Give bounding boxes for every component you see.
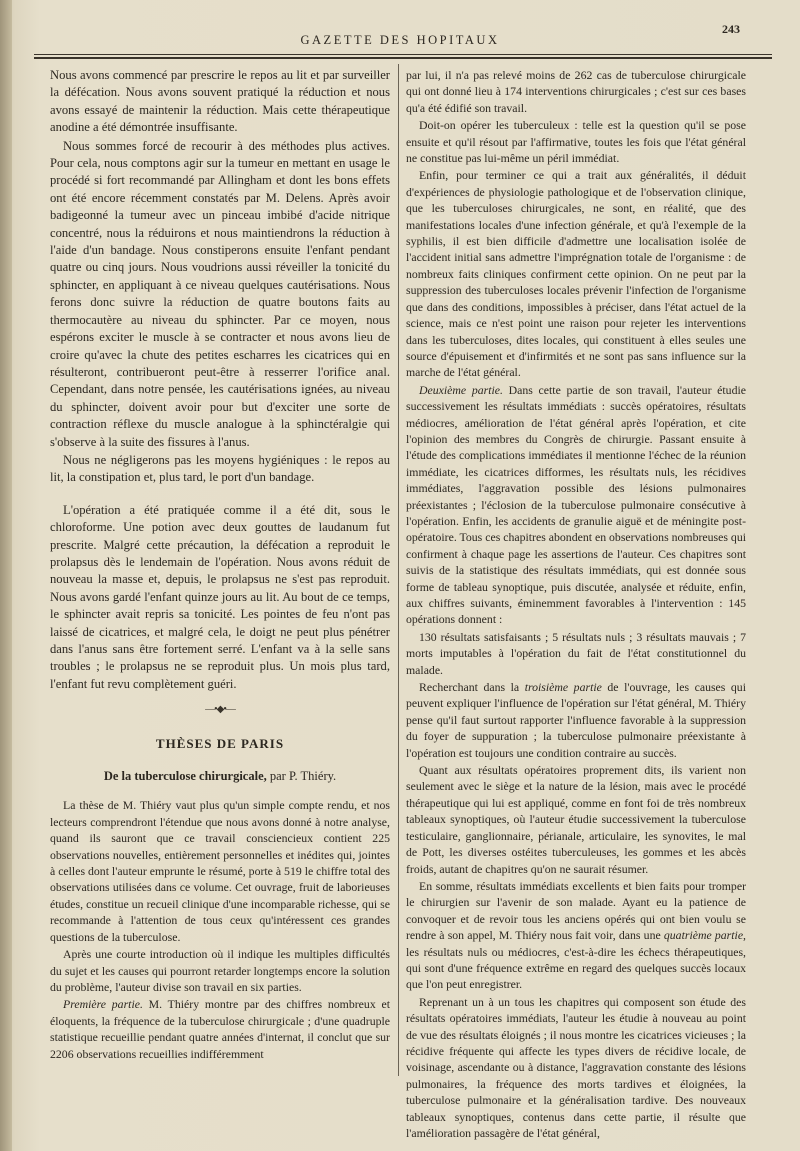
paragraph-text: Dans cette partie de son travail, l'auteur étudie successivement les résultats immédiats : succès opératoires, résultats médiocres, amélioration de l'état général après l'opération, et cite l'opinion des membres du Congrès de chirurgie. Passant ensuite à l'étude des complications immédiates il mentionne l'échec de la réunion immédiate, les cicatrices difformes, les résultats nuls, les récidives immédiates, l'aggravation possible des lésions pulmonaires préexistantes ; l'éclosion de la tuberculose pulmonaire consécutive à l'opération. Enfin, les accidents de granulie aiguë et de méningite post-opératoire. Tous ces chapitres abondent en observations nombreuses qui confirment à chaque page les assertions de l'auteur. Ces chapitres sont suivis de la statistique des résultats immédiats, qui est donnée sous forme de tableau synoptique, puis discutée, analysée et réduite, enfin, aux chiffres suivants, éminemment favorables à l'intervention : 145 opérations donnent : [406,382,746,627]
paragraph-text: Recherchant dans la [419,680,525,695]
part-label: Deuxième partie. [419,382,503,397]
article-body [50,797,390,1062]
column-divider [398,64,399,1076]
paragraph [406,679,746,761]
left-column [50,67,390,1063]
paragraph: Reprenant un à un tous les chapitres qui composent son étude des résultats opératoires immédiats, l'auteur les étudie à nouveau au point de vue des résultats éloignés ; il nous montre les cicatrices vicieuses ; la récidive fréquente qui affecte les types divers de récidive locale, de voisinage, ascendante ou à distance, l'aggravation constante des lésions pulmonaires, la fréquence des morts tardives et éloignées, la tuberculose pulmonaire et la généralisation tardive. Des nouveaux tableaux synoptiques, contenus dans cette partie, il résulte que l'amélioration passagère de l'état général, [406,994,746,1140]
page-number: 243 [722,22,740,36]
statistics-paragraph: 130 résultats satisfaisants ; 5 résultats nuls ; 3 résultats mauvais ; 7 morts imputables à l'opération du fait de l'état constitutionnel du malade. [406,629,746,677]
paragraph: Doit-on opérer les tuberculeux : telle est la question qu'il se pose ensuite et qu'il résout par l'affirmative, toutes les fois que l'état général ne constitue pas lui-même un péril immédiat. [406,118,746,166]
paragraph-text: les résultats nuls ou médiocres, c'est-à-dire les échecs thérapeutiques, qui sont d'une fréquence extrême en regard des quelques succès locaux que l'on peut enregistrer. [406,944,746,992]
paragraph: L'opération a été pratiquée comme il a été dit, sous le chloroforme. Une potion avec deux gouttes de laudanum fut prescrite. Malgré cette précaution, la défécation a reproduit le prolapsus dès le lendemain de l'opération. Nous avons réduit de nouveau la masse et, depuis, le prolapsus ne s'est pas reproduit. Nous avons gardé l'enfant quinze jours au lit. Au bout de ce temps, le sphincter avait repris sa tonicité. Les pointes de feu n'ont pas laissé de cicatrices, et malgré cela, le doigt ne peut plus pénétrer dans l'anus sans être fortement serré. L'enfant va à la selle sans troubles ; le prolapsus ne se reproduit plus. Un mois plus tard, l'enfant fut revu complètement guéri. [50,502,390,691]
paragraph: Quant aux résultats opératoires proprement dits, ils varient non seulement avec le siège et la nature de la lésion, mais avec le procédé thérapeutique qui lui est appliqué, comme en font foi de très nombreux tableaux synoptiques, où l'auteur étudie successivement la tuberculose testiculaire, ganglionnaire, périanale, articulaire, les synovites, le mal de Pott, les diverses ostéites tuberculeuses, les gommes et les abcès froids, autant de chapitres qu'on ne saurait résumer. [406,763,746,876]
paragraph [406,382,746,628]
section-title: THÈSES DE PARIS [155,735,285,751]
part-label: quatrième partie, [663,928,746,943]
header-rule-thick [34,57,772,59]
article-author: par P. Thiéry. [269,769,337,784]
running-head: GAZETTE DES HOPITAUX [300,33,500,47]
header-rule [34,54,772,55]
paragraph-text: de l'ouvrage, les causes qui peuvent expliquer l'influence de l'opération sur l'état général, M. Thiéry pense qu'il faut surtout rapporter l'influence favorable à la suppression du foyer de suppuration ; la tuberculose pulmonaire préexistante à l'opération est toujours une condition contraire au succès. [406,680,746,760]
paragraph: Enfin, pour terminer ce qui a trait aux généralités, il déduit d'expériences de physiologie pathologique et de l'observation clinique, que les tuberculoses chirurgicales, ne sont, en réalité, que des manifestations locales d'une infection générale, et qu'à l'exemple de la syphilis, il est bien difficile d'admettre une localisation isolée de l'accident initial sans admettre l'imprégnation totale de l'organisme : de nombreux faits cliniques confirment cette opinion. On ne peut par la suppression des tuberculoses locales prévenir l'infection de l'organisme que dans des conditions, impossibles à préciser, dans l'état actuel de la science, mais ce n'est point une raison pour rejeter les interventions dans les tuberculoses, dites locales, qui constituent à elles seules une source d'épuisement et d'infirmités et ne sont pas sans influence sur la marche de l'état général. [406,168,746,380]
paragraph: Nous sommes forcé de recourir à des méthodes plus actives. Pour cela, nous comptons agir sur la tumeur en mettant en usage le procédé si fort recommandé par Allingham et dont les bons effets ont été encore récemment constatés par M. Delens. Après avoir badigeonné la tumeur avec un pinceau imbibé d'acide nitrique concentré, nous la réduirons et nous maintiendrons la réduction à l'aide d'un bandage. Nous constiperons ensuite l'enfant pendant quatre ou cinq jours. Nous voudrions aussi réveiller la tonicité du sphincter, en appliquant à ce niveau quelques cautérisations. Nous ferons donc suivre la réduction de quatre boutons faits au thermocautère au niveau du sphincter. Par ce moyen, nous espérons exciter le muscle à se contracter et nous avons lieu de croire qu'avec la chute des petites escharres les cicatrices qui en résulteront, contribueront peut-être à resserrer l'orifice anal. Cependant, dans notre pensée, les cautérisations ignées, au niveau du sphincter, doivent avoir pour but d'exciter une sorte de contraction réflexe du muscle analogue à la sphinctéralgie qui s'observe à la suite des fissures à l'anus. [50,138,390,449]
paragraph: La thèse de M. Thiéry vaut plus qu'un simple compte rendu, et nos lecteurs comprendront l'étendue que nous avons donné à notre analyse, quand ils sauront que ce travail consciencieux contient 225 observations nouvelles, entièrement personnelles et inédites qui, jointes à celles dont l'auteur emprunte le résumé, porte à 519 le chiffre total des observations utilisées dans ce volume. Cet ouvrage, fruit de laborieuses études, constitue un recueil clinique d'une incomparable richesse, qui se recommande à l'attention de tous ceux qu'intéressent ces grandes questions de la tuberculose. [50,798,390,944]
paragraph: par lui, il n'a pas relevé moins de 262 cas de tuberculose chirurgicale qui ont donné lieu à 174 interventions chirurgicales ; c'est sur ces bases qu'a été édifié son travail. [406,68,746,115]
article-title-text: De la tuberculose chirurgicale, [103,769,267,784]
section-separator: —•◆•— [205,704,235,716]
article-title [50,768,390,785]
part-label: troisième partie [524,680,602,695]
paragraph-text: En somme, résultats immédiats excellents et bien faits pour tromper le chirurgien sur l'avenir de son malade. Ayant eu la patience de convoquer et de revoir tous les anciens opérés qui ont bien voulu se rendre à son appel, M. Thiéry nous fait voir, dans une [406,878,746,943]
paragraph: Nous avons commencé par prescrire le repos au lit et par surveiller la défécation. Nous avons souvent pratiqué la réduction et nous avons essayé de maintenir la réduction. Mais cette thérapeutique anodine a été démontrée insuffisante. [50,68,390,135]
paragraph [50,996,390,1062]
book-spine [0,0,12,1151]
part-label: Première partie. [63,997,143,1012]
paragraph: Après une courte introduction où il indique les multiples difficultés du sujet et les causes qui pourront retarder longtemps encore la solution du problème, l'auteur divise son travail en six parties. [50,947,390,994]
paragraph-text: M. Thiéry montre par des chiffres nombreux et éloquents, la fréquence de la tuberculose chirurgicale ; d'une quadruple statistique recueillie pendant quatre années d'internat, il conclut que sur 2206 observations recueillies indifféremment [50,997,390,1061]
right-column [406,67,746,1142]
paragraph [406,878,746,993]
paragraph: Nous ne négligerons pas les moyens hygiéniques : le repos au lit, la constipation et, plus tard, le port d'un bandage. [50,452,390,485]
